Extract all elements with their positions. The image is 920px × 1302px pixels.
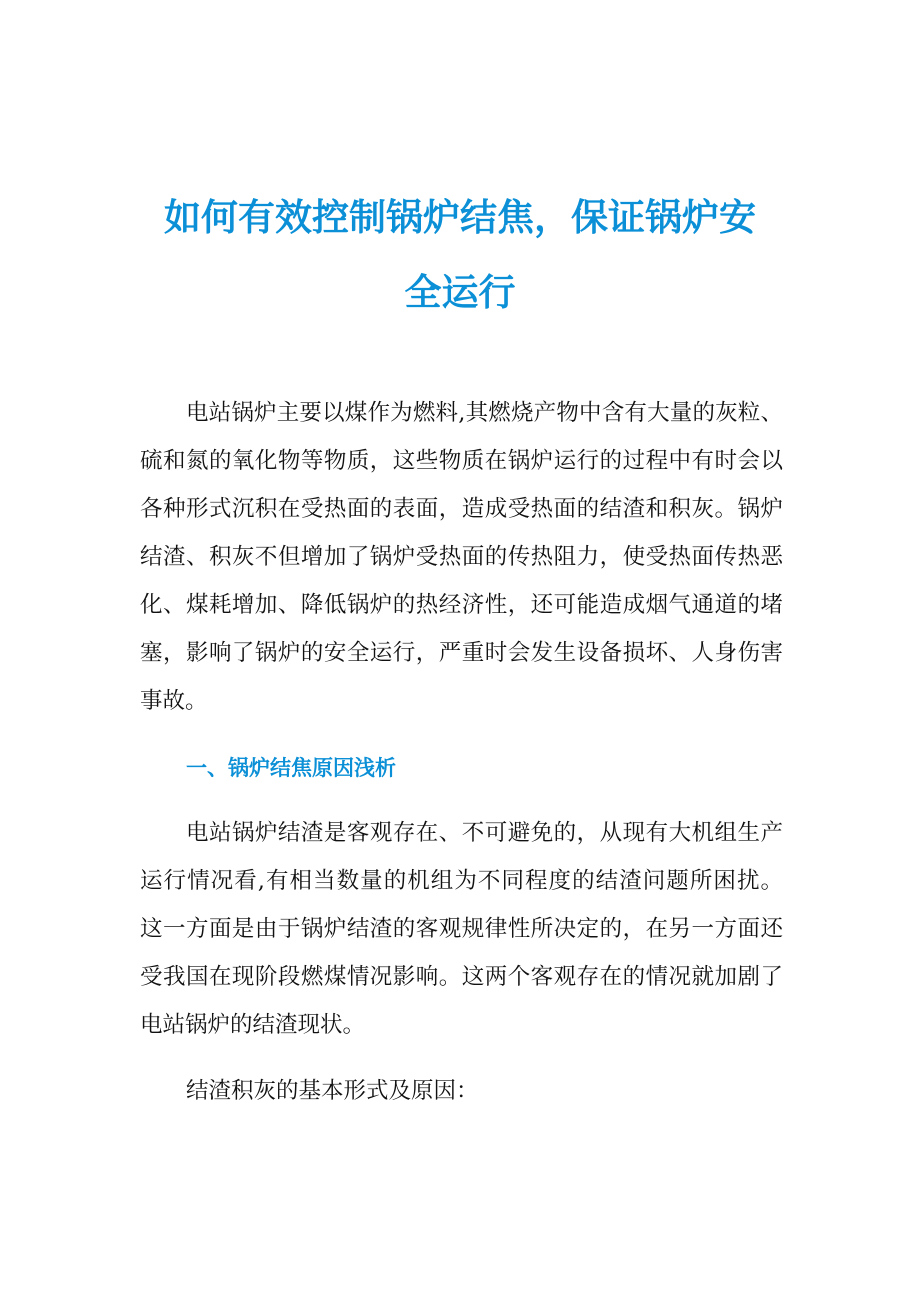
text-line: 塞，影响了锅炉的安全运行，严重时会发生设备损坏、人身伤害 — [140, 640, 783, 666]
text-line: 电站锅炉主要以煤作为燃料,其燃烧产物中含有大量的灰粒、 — [186, 400, 783, 426]
text-line: 运行情况看,有相当数量的机组为不同程度的结渣问题所困扰。 — [140, 868, 783, 894]
document-title — [120, 180, 800, 330]
text-line: 受我国在现阶段燃煤情况影响。这两个客观存在的情况就加剧了 — [140, 964, 783, 990]
text-line: 电站锅炉的结渣现状。 — [140, 1012, 366, 1038]
text-line: 硫和氮的氧化物等物质，这些物质在锅炉运行的过程中有时会以 — [140, 448, 783, 474]
title-line-1: 如何有效控制锅炉结焦，保证锅炉安 — [164, 196, 756, 239]
text-line: 结渣、积灰不但增加了锅炉受热面的传热阻力，使受热面传热恶 — [140, 544, 783, 570]
text-line: 各种形式沉积在受热面的表面，造成受热面的结渣和积灰。锅炉 — [140, 496, 783, 522]
text-line: 化、煤耗增加、降低锅炉的热经济性，还可能造成烟气通道的堵 — [140, 592, 783, 618]
title-line-2: 全运行 — [404, 271, 516, 314]
text-line: 事故。 — [140, 688, 208, 714]
section-heading: 一、锅炉结焦原因浅析 — [186, 756, 396, 780]
text-line: 电站锅炉结渣是客观存在、不可避免的，从现有大机组生产 — [186, 820, 783, 846]
text-line: 这一方面是由于锅炉结渣的客观规律性所决定的，在另一方面还 — [140, 916, 783, 942]
paragraph-forms: 结渣积灰的基本形式及原因： — [186, 1078, 479, 1104]
